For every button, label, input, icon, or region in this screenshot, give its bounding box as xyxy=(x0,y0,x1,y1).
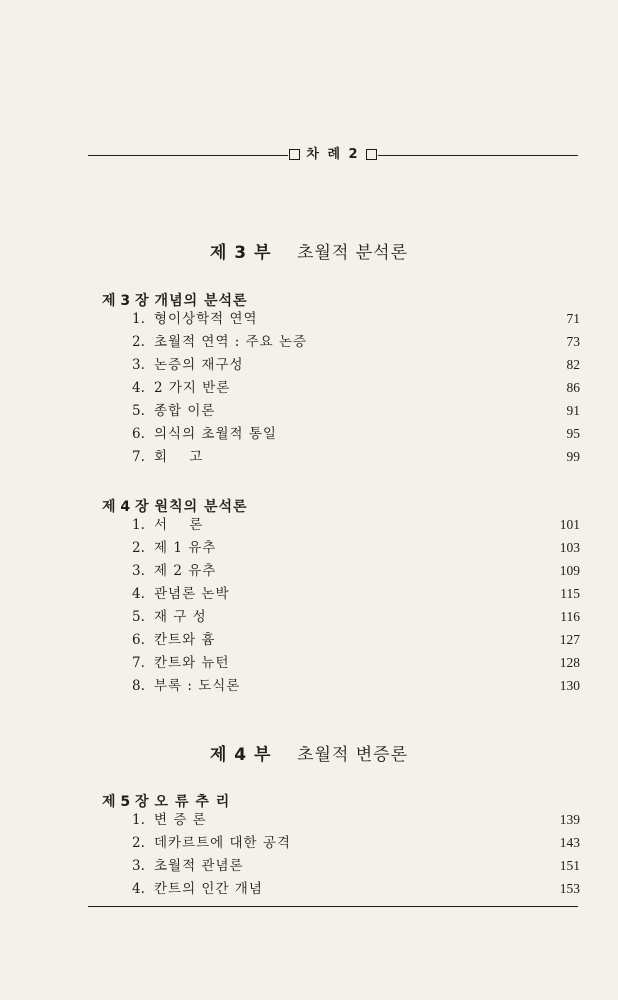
chapter-title: 오 류 추 리 xyxy=(154,794,231,810)
toc-entry[interactable] xyxy=(132,514,580,536)
entry-title: 형이상학적 연역 xyxy=(154,311,258,327)
part-label: 제 4 부 xyxy=(209,745,272,765)
header-title: 차 례 2 xyxy=(306,147,360,162)
toc-entry[interactable] xyxy=(132,537,580,559)
entry-title: 2 가지 반론 xyxy=(154,380,231,396)
part-title: 초월적 변증론 xyxy=(297,745,409,765)
toc-entry[interactable] xyxy=(132,878,580,900)
toc-entry[interactable] xyxy=(132,675,580,697)
part-label: 제 3 부 xyxy=(209,243,272,263)
entry-page: 143 xyxy=(559,835,580,850)
entry-number: 5. xyxy=(132,403,145,419)
toc-entry[interactable] xyxy=(132,629,580,651)
entry-page: 116 xyxy=(560,609,580,624)
chapter-label: 제 3 장 xyxy=(102,293,149,309)
entry-title: 칸트와 흄 xyxy=(154,632,216,648)
header-box-left xyxy=(289,149,300,160)
chapter-label: 제 4 장 xyxy=(102,499,149,515)
entry-page: 103 xyxy=(559,540,580,555)
entry-number: 8. xyxy=(132,678,145,694)
entry-page: 130 xyxy=(559,678,580,693)
entry-number: 7. xyxy=(132,655,145,671)
entry-page: 115 xyxy=(560,586,580,601)
entry-page: 82 xyxy=(566,357,580,372)
entry-number: 6. xyxy=(132,426,145,442)
toc-entry[interactable] xyxy=(132,331,580,353)
entry-title: 제 1 유추 xyxy=(154,540,217,556)
part-heading xyxy=(0,238,618,263)
toc-entry[interactable] xyxy=(132,354,580,376)
header-rule-left xyxy=(88,155,288,156)
entry-number: 3. xyxy=(132,563,145,579)
entry-title: 회 고 xyxy=(154,449,204,465)
chapter-title: 원칙의 분석론 xyxy=(154,499,248,515)
toc-entry[interactable] xyxy=(132,423,580,445)
entry-number: 4. xyxy=(132,586,145,602)
chapter-heading xyxy=(102,791,230,811)
toc-entry[interactable] xyxy=(132,809,580,831)
entry-number: 6. xyxy=(132,632,145,648)
page-header xyxy=(88,146,578,164)
entry-title: 변 증 론 xyxy=(154,812,207,828)
entry-number: 4. xyxy=(132,881,145,897)
toc-entry[interactable] xyxy=(132,855,580,877)
chapter-heading xyxy=(102,496,248,516)
toc-entry[interactable] xyxy=(132,446,580,468)
entry-page: 71 xyxy=(566,311,580,326)
part-heading xyxy=(0,740,618,765)
toc-entry[interactable] xyxy=(132,560,580,582)
entry-number: 2. xyxy=(132,334,145,350)
bottom-rule xyxy=(88,906,578,907)
entry-number: 1. xyxy=(132,812,145,828)
entry-page: 127 xyxy=(559,632,580,647)
entry-page: 73 xyxy=(566,334,580,349)
toc-entry[interactable] xyxy=(132,652,580,674)
entry-title: 칸트와 뉴턴 xyxy=(154,655,230,671)
entry-page: 95 xyxy=(566,426,580,441)
entry-page: 86 xyxy=(566,380,580,395)
entry-title: 부록 : 도식론 xyxy=(154,678,241,694)
entry-title: 초월적 연역 : 주요 논증 xyxy=(154,334,308,350)
part-title: 초월적 분석론 xyxy=(297,243,409,263)
entry-title: 칸트의 인간 개념 xyxy=(154,881,263,897)
entry-page: 151 xyxy=(559,858,580,873)
toc-entry[interactable] xyxy=(132,832,580,854)
entry-page: 91 xyxy=(566,403,580,418)
header-rule-right xyxy=(378,155,578,156)
entry-title: 재 구 성 xyxy=(154,609,207,625)
entry-title: 데카르트에 대한 공격 xyxy=(154,835,291,851)
entry-number: 1. xyxy=(132,517,145,533)
entry-title: 초월적 관념론 xyxy=(154,858,244,874)
chapter-title: 개념의 분석론 xyxy=(154,293,248,309)
entry-page: 153 xyxy=(559,881,580,896)
entry-number: 4. xyxy=(132,380,145,396)
toc-entry[interactable] xyxy=(132,400,580,422)
entry-page: 128 xyxy=(559,655,580,670)
entry-number: 3. xyxy=(132,357,145,373)
entry-page: 99 xyxy=(566,449,580,464)
entry-title: 서 론 xyxy=(154,517,204,533)
toc-entry[interactable] xyxy=(132,377,580,399)
entry-number: 3. xyxy=(132,858,145,874)
chapter-heading xyxy=(102,290,248,310)
entry-number: 5. xyxy=(132,609,145,625)
toc-entry[interactable] xyxy=(132,583,580,605)
chapter-label: 제 5 장 xyxy=(102,794,149,810)
entry-page: 109 xyxy=(559,563,580,578)
entry-title: 논증의 재구성 xyxy=(154,357,244,373)
entry-title: 의식의 초월적 통일 xyxy=(154,426,277,442)
entry-title: 제 2 유추 xyxy=(154,563,217,579)
entry-title: 관념론 논박 xyxy=(154,586,230,602)
entry-number: 2. xyxy=(132,835,145,851)
entry-number: 2. xyxy=(132,540,145,556)
entry-number: 1. xyxy=(132,311,145,327)
entry-page: 139 xyxy=(559,812,580,827)
toc-entry[interactable] xyxy=(132,308,580,330)
toc-entry[interactable] xyxy=(132,606,580,628)
entry-number: 7. xyxy=(132,449,145,465)
entry-page: 101 xyxy=(559,517,580,532)
header-box-right xyxy=(366,149,377,160)
entry-title: 종합 이론 xyxy=(154,403,216,419)
